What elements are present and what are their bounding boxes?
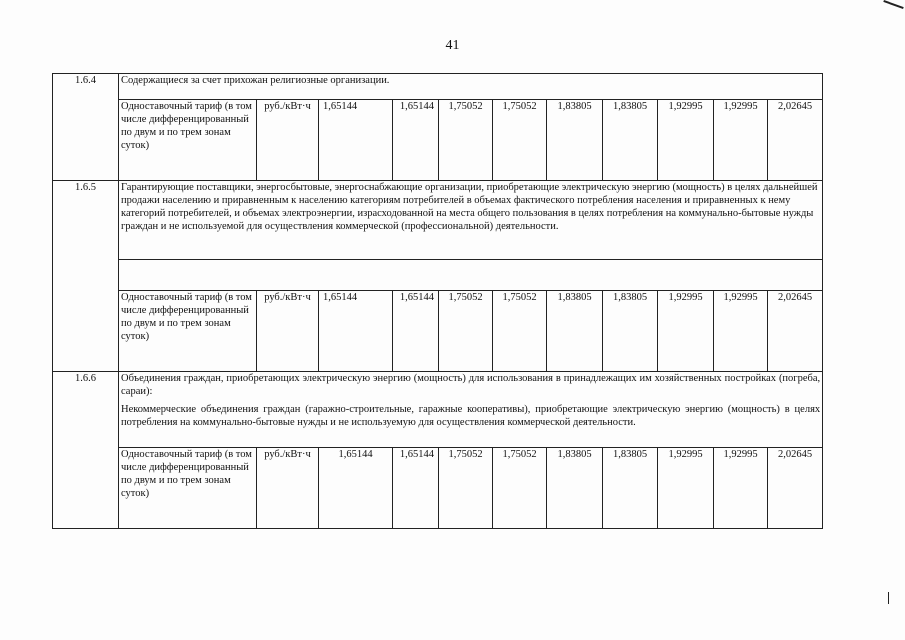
row-number-1-6-5: 1.6.5: [53, 181, 119, 372]
tariff-value: 1,65144: [319, 100, 393, 181]
section-description-1-6-5: Гарантирующие поставщики, энергосбытовые, энергоснабжающие организации, приобретающие электрическую энергию (мощность) в целях дальнейшей продажи населению и приравненным к населению категориям потребителей в объемах фактического потребления населения и приравненных к нему категорий потребителей, и объемах электроэнергии, израсходованной на места общего пользования в целях потребления на коммунально-бытовые нужды граждан и не используемой для осуществления коммерческой (профессиональной) деятельности.: [119, 181, 823, 260]
tariff-row-1-6-4: [53, 100, 823, 181]
tariff-value: 1,75052: [493, 100, 547, 181]
unit-cell: руб./кВт·ч: [257, 448, 319, 529]
tariff-row-1-6-5: [53, 291, 823, 372]
section-row-1-6-5: [53, 181, 823, 260]
tariff-value: 1,75052: [493, 291, 547, 372]
row-number-1-6-6: 1.6.6: [53, 372, 119, 529]
tariff-value: 1,83805: [547, 291, 603, 372]
scan-edge-mark-right: [888, 592, 889, 604]
blank-row-1-6-5: [53, 260, 823, 291]
tariff-value: 2,02645: [768, 448, 823, 529]
section-row-1-6-6: [53, 372, 823, 448]
tariff-value: 1,65144: [393, 291, 439, 372]
page-number: 41: [445, 38, 460, 53]
tariff-value: 1,92995: [658, 448, 714, 529]
section-description-1-6-6-main: Объединения граждан, приобретающих электрическую энергию (мощность) для использования в принадлежащих им хозяйственных постройках (погреба, сараи):: [121, 373, 821, 397]
tariff-value: 1,92995: [658, 291, 714, 372]
tariff-label: Одноставочный тариф (в том числе дифференцированный по двум и по трем зонам суток): [119, 100, 257, 181]
tariff-value: 1,75052: [493, 448, 547, 529]
unit-cell: руб./кВт·ч: [257, 100, 319, 181]
tariff-table: [52, 73, 823, 529]
tariff-value: 1,92995: [658, 100, 714, 181]
tariff-value: 1,83805: [547, 100, 603, 181]
tariff-value: 1,92995: [714, 448, 768, 529]
tariff-row-1-6-6: [53, 448, 823, 529]
scan-edge-mark-top-right: [883, 0, 903, 9]
tariff-value: 1,83805: [603, 100, 658, 181]
tariff-value: 1,83805: [547, 448, 603, 529]
unit-cell: руб./кВт·ч: [257, 291, 319, 372]
tariff-label: Одноставочный тариф (в том числе дифференцированный по двум и по трем зонам суток): [119, 448, 257, 529]
section-description-1-6-4: Содержащиеся за счет прихожан религиозные организации.: [119, 74, 823, 100]
tariff-value: 1,65144: [319, 448, 393, 529]
section-description-1-6-6-sub: Некоммерческие объединения граждан (гаражно-строительные, гаражные кооперативы), приобретающие электрическую энергию (мощность) в целях потребления на коммунально-бытовые нужды и не используемую для осуществления коммерческой деятельности.: [121, 404, 821, 428]
tariff-value: 1,92995: [714, 291, 768, 372]
tariff-value: 2,02645: [768, 291, 823, 372]
tariff-value: 2,02645: [768, 100, 823, 181]
tariff-value: 1,65144: [393, 448, 439, 529]
section-row-1-6-4: [53, 74, 823, 100]
tariff-value: 1,83805: [603, 291, 658, 372]
tariff-value: 1,83805: [603, 448, 658, 529]
tariff-value: 1,92995: [714, 100, 768, 181]
row-number-1-6-4: 1.6.4: [53, 74, 119, 181]
tariff-value: 1,75052: [439, 448, 493, 529]
tariff-value: 1,65144: [393, 100, 439, 181]
tariff-value: 1,75052: [439, 291, 493, 372]
tariff-label: Одноставочный тариф (в том числе дифференцированный по двум и по трем зонам суток): [119, 291, 257, 372]
blank-cell: [119, 260, 823, 291]
tariff-value: 1,65144: [319, 291, 393, 372]
tariff-value: 1,75052: [439, 100, 493, 181]
section-description-1-6-6: [119, 372, 823, 448]
